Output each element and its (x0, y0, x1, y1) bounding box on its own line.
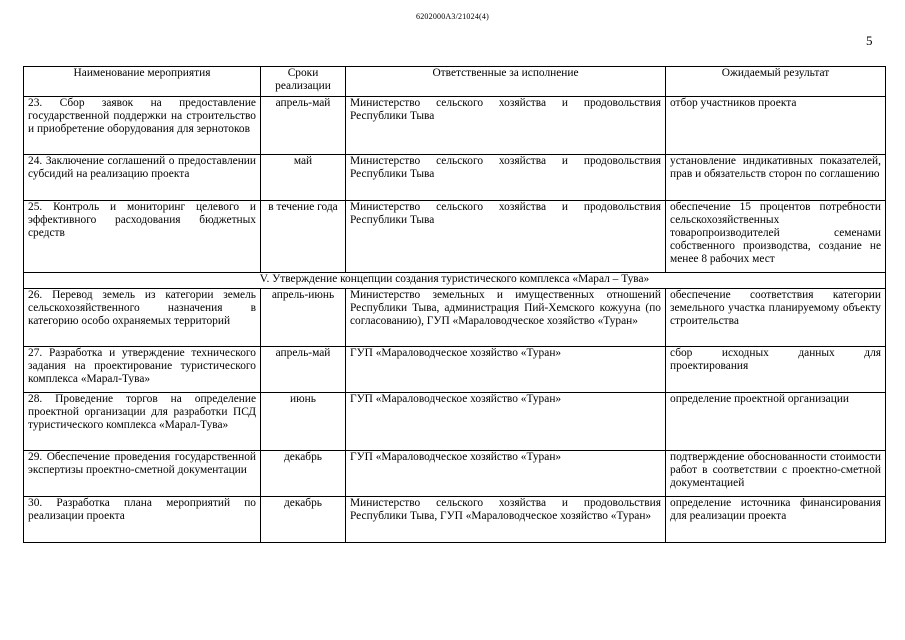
cell-term: июнь (261, 393, 346, 451)
cell-result: определение источника финансирования для реализации проекта (666, 497, 886, 543)
cell-term: апрель-июнь (261, 289, 346, 347)
cell-result: сбор исходных данных для проектирования (666, 347, 886, 393)
cell-result: отбор участников проекта (666, 97, 886, 155)
cell-name: 25. Контроль и мониторинг целевого и эффективного расходования бюджетных средств (24, 201, 261, 273)
table-row (24, 451, 886, 497)
section-row (24, 273, 886, 289)
cell-name: 27. Разработка и утверждение технического задания на проектирование туристического комплекса «Марал-Тува» (24, 347, 261, 393)
section-heading: V. Утверждение концепции создания туристического комплекса «Марал – Тува» (24, 273, 886, 289)
table-row (24, 97, 886, 155)
cell-result: определение проектной организации (666, 393, 886, 451)
header-result: Ожидаемый результат (666, 67, 886, 97)
cell-name: 23. Сбор заявок на предоставление государственной поддержки на строительство и приобретение оборудования для зернотоков (24, 97, 261, 155)
cell-term: апрель-май (261, 347, 346, 393)
table-row (24, 201, 886, 273)
cell-result: подтверждение обоснованности стоимости работ в соответствии с проектно-сметной документацией (666, 451, 886, 497)
document-code: 6202000А3/21024(4) (416, 12, 489, 21)
cell-responsible: ГУП «Мараловодческое хозяйство «Туран» (346, 347, 666, 393)
cell-responsible: ГУП «Мараловодческое хозяйство «Туран» (346, 393, 666, 451)
cell-responsible: Министерство сельского хозяйства и продовольствия Республики Тыва (346, 201, 666, 273)
cell-result: обеспечение 15 процентов потребности сельскохозяйственных товаропроизводителей семенами собственного производства, создание не менее 8 рабочих мест (666, 201, 886, 273)
table-row (24, 155, 886, 201)
cell-name: 30. Разработка плана мероприятий по реализации проекта (24, 497, 261, 543)
table-row (24, 347, 886, 393)
events-table (23, 66, 886, 543)
cell-responsible: Министерство сельского хозяйства и продовольствия Республики Тыва, ГУП «Мараловодческое хозяйство «Туран» (346, 497, 666, 543)
cell-term: декабрь (261, 497, 346, 543)
cell-responsible: Министерство земельных и имущественных отношений Республики Тыва, администрация Пий-Хемского кожууна (по согласованию), ГУП «Мараловодческое хозяйство «Туран» (346, 289, 666, 347)
header-term: Сроки реализации (261, 67, 346, 97)
cell-term: апрель-май (261, 97, 346, 155)
cell-responsible: Министерство сельского хозяйства и продовольствия Республики Тыва (346, 97, 666, 155)
header-responsible: Ответственные за исполнение (346, 67, 666, 97)
cell-name: 29. Обеспечение проведения государственной экспертизы проектно-сметной документации (24, 451, 261, 497)
cell-term: май (261, 155, 346, 201)
cell-term: декабрь (261, 451, 346, 497)
cell-result: установление индикативных показателей, прав и обязательств сторон по соглашению (666, 155, 886, 201)
page-number: 5 (866, 33, 873, 48)
table-row (24, 289, 886, 347)
cell-responsible: ГУП «Мараловодческое хозяйство «Туран» (346, 451, 666, 497)
cell-name: 24. Заключение соглашений о предоставлении субсидий на реализацию проекта (24, 155, 261, 201)
table-row (24, 497, 886, 543)
header-name: Наименование мероприятия (24, 67, 261, 97)
table-row (24, 393, 886, 451)
cell-name: 28. Проведение торгов на определение проектной организации для разработки ПСД туристического комплекса «Марал-Тува» (24, 393, 261, 451)
cell-responsible: Министерство сельского хозяйства и продовольствия Республики Тыва (346, 155, 666, 201)
cell-term: в течение года (261, 201, 346, 273)
cell-result: обеспечение соответствия категории земельного участка планируемому объекту строительства (666, 289, 886, 347)
cell-name: 26. Перевод земель из категории земель сельскохозяйственного назначения в категорию особо охраняемых территорий (24, 289, 261, 347)
table-header-row (24, 67, 886, 97)
